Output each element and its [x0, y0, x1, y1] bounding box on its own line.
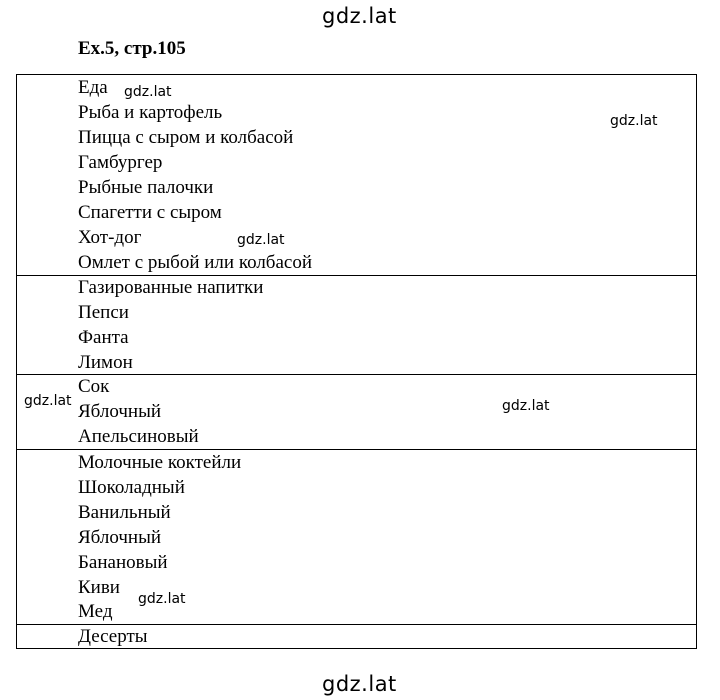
- watermark: gdz.lat: [24, 393, 72, 409]
- section-divider: [16, 624, 697, 625]
- menu-line: Мед: [78, 601, 113, 622]
- watermark-top: gdz.lat: [322, 4, 397, 28]
- menu-line: Яблочный: [78, 401, 162, 422]
- section-divider: [16, 275, 697, 276]
- menu-line: Пепси: [78, 302, 129, 323]
- watermark: gdz.lat: [124, 84, 172, 100]
- menu-line: Десерты: [78, 626, 148, 647]
- menu-line: Пицца с сыром и колбасой: [78, 127, 294, 148]
- watermark: gdz.lat: [237, 232, 285, 248]
- menu-line: Киви: [78, 577, 120, 598]
- page-heading: Ex.5, стр.105: [78, 38, 186, 59]
- section-divider: [16, 449, 697, 450]
- watermark: gdz.lat: [502, 398, 550, 414]
- menu-line: Апельсиновый: [78, 426, 199, 447]
- menu-line: Фанта: [78, 327, 129, 348]
- watermark-bottom: gdz.lat: [322, 672, 397, 696]
- menu-line: Молочные коктейли: [78, 452, 242, 473]
- menu-line: Сок: [78, 376, 110, 397]
- menu-line: Еда: [78, 77, 108, 98]
- menu-line: Хот-дог: [78, 227, 142, 248]
- menu-line: Рыбные палочки: [78, 177, 214, 198]
- menu-line: Рыба и картофель: [78, 102, 223, 123]
- menu-line: Банановый: [78, 552, 168, 573]
- section-divider: [16, 374, 697, 375]
- menu-line: Гамбургер: [78, 152, 163, 173]
- watermark: gdz.lat: [138, 591, 186, 607]
- menu-line: Яблочный: [78, 527, 162, 548]
- menu-line: Шоколадный: [78, 477, 185, 498]
- watermark: gdz.lat: [610, 113, 658, 129]
- menu-line: Спагетти с сыром: [78, 202, 222, 223]
- menu-line: Омлет с рыбой или колбасой: [78, 252, 313, 273]
- menu-line: Ванильный: [78, 502, 171, 523]
- menu-line: Газированные напитки: [78, 277, 264, 298]
- menu-line: Лимон: [78, 352, 133, 373]
